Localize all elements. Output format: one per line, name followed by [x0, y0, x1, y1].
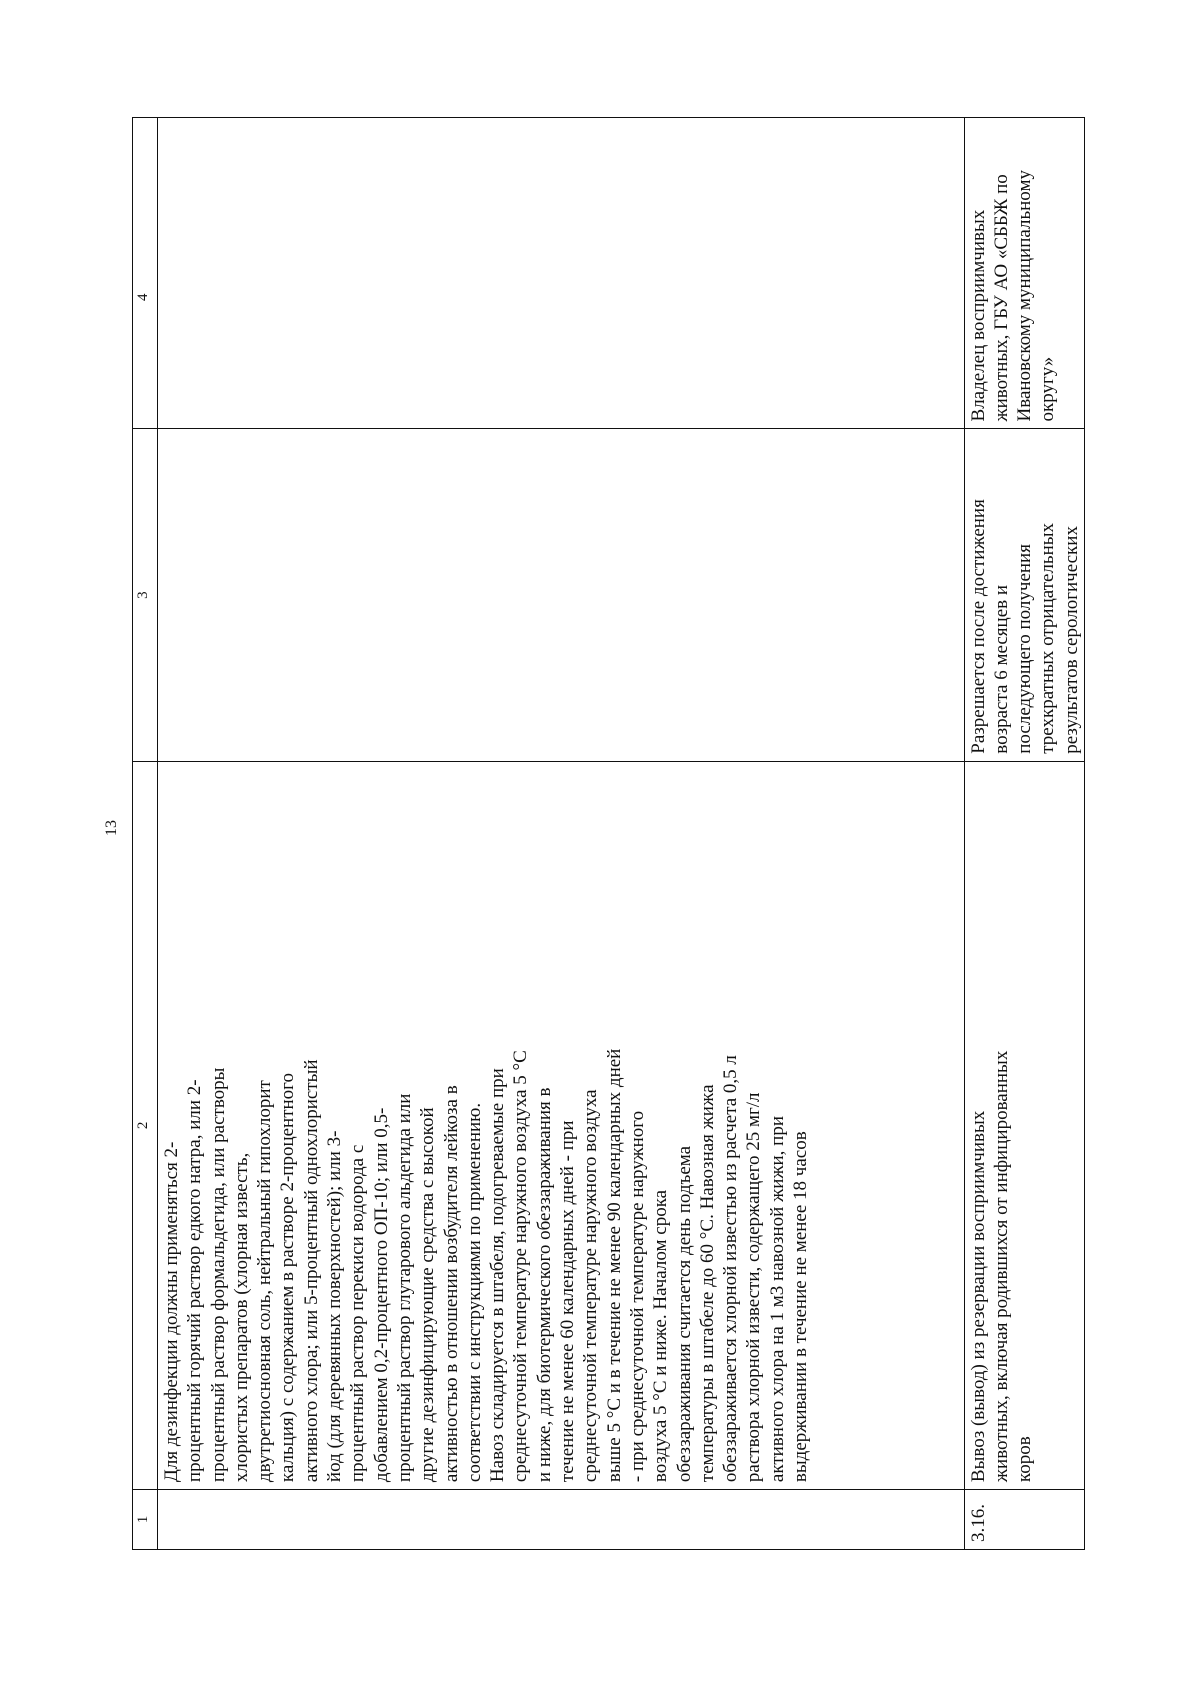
text-line: раствора хлорной извести, содержащего 25 мг/л [743, 1092, 765, 1483]
text-line: Вывоз (вывод) из резервации восприимчивых [967, 1110, 989, 1483]
disinfection-text-cell [158, 761, 965, 1489]
text-line: последующего получения [1014, 544, 1036, 754]
text-line: животных, включая родившихся от инфицированных [990, 1050, 1012, 1483]
text-line: йод (для деревянных поверхностей); или 3- [324, 1130, 346, 1483]
text-line: коров [1014, 1436, 1036, 1483]
header-col-2: 2 [133, 761, 158, 1489]
table-row-3-16 [964, 118, 1084, 1550]
text-line: процентный раствор формальдегида, или растворы [207, 1067, 229, 1483]
header-col-3: 3 [133, 429, 158, 761]
text-line: другие дезинфицирующие средства с высокой [417, 1107, 439, 1483]
text-line: добавлением 0,2-процентного ОП-10; или 0,5- [370, 1107, 392, 1483]
text-line: и ниже, для биотермического обеззараживания в [533, 1087, 555, 1483]
text-line: воздуха 5 °С и ниже. Началом срока [650, 1189, 672, 1483]
text-line: процентный раствор глутарового альдегида или [393, 1093, 415, 1483]
text-line: кальция) с содержанием в растворе 2-процентного [277, 1072, 299, 1483]
column-3-cell-empty [158, 429, 965, 761]
text-line: обеззараживания считается день подъема [673, 1145, 695, 1483]
text-line: процентный раствор перекиси водорода с [347, 1144, 369, 1483]
text-line: температуры в штабеле до 60 °С. Навозная жижа [696, 1084, 718, 1483]
text-line: округу» [1037, 356, 1059, 422]
text-line: активностью в отношении возбудителя лейкоза в [440, 1085, 462, 1483]
text-line: животных, ГБУ АО «СББЖ по [990, 174, 1012, 422]
text-line: среднесуточной температуре наружного воздуха 5 °С [510, 1050, 532, 1483]
text-line: трехкратных отрицательных [1037, 522, 1059, 754]
text-line: Навоз складируется в штабеля, подогреваемые при [487, 1068, 509, 1483]
header-col-4: 4 [133, 118, 158, 429]
page-number: 13 [103, 820, 120, 836]
text-line: активного хлора; или 5-процентный однохлористый [300, 1059, 322, 1483]
header-col-1: 1 [133, 1490, 158, 1550]
text-line: Владелец восприимчивых [967, 209, 989, 422]
document-table-container [132, 117, 1085, 1550]
text-line: соответствии с инструкциями по применению. [463, 1102, 485, 1483]
text-line: возраста 6 месяцев и [990, 584, 1012, 754]
text-line: выше 5 °С и в течение не менее 90 календарных дней [603, 1048, 625, 1483]
text-line: среднесуточной температуре наружного воздуха [580, 1089, 602, 1483]
text-line: обеззараживается хлорной известью из расчета 0,5 л [720, 1055, 742, 1483]
responsible-cell [964, 118, 1084, 429]
text-line: результатов серологических [1060, 526, 1082, 754]
text-line: активного хлора на 1 м3 навозной жижи, при [766, 1115, 788, 1483]
condition-cell [964, 429, 1084, 761]
text-line: Разрешается после достижения [967, 499, 989, 754]
row-number-cell: 3.16. [964, 1490, 1084, 1550]
table-row-disinfection [158, 118, 965, 1550]
text-line: Ивановскому муниципальному [1014, 170, 1036, 422]
text-line: - при среднесуточной температуре наружного [626, 1110, 648, 1483]
table-header-row [133, 118, 158, 1550]
row-number-cell-empty [158, 1490, 965, 1550]
text-line: двутретиосновная соль, нейтральный гипохлорит [254, 1080, 276, 1483]
text-line: течение не менее 60 календарных дней - при [557, 1120, 579, 1483]
measure-description-cell [964, 761, 1084, 1489]
text-line: выдерживании в течение не менее 18 часов [790, 1131, 812, 1483]
text-line: процентный горячий раствор едкого натра, или 2- [184, 1079, 206, 1483]
text-line: Для дезинфекции должны применяться 2- [161, 1141, 182, 1483]
text-line: хлористых препаратов (хлорная известь, [230, 1152, 252, 1483]
rotated-table-frame [132, 117, 1085, 1550]
column-4-cell-empty [158, 118, 965, 429]
measures-table [132, 117, 1085, 1550]
